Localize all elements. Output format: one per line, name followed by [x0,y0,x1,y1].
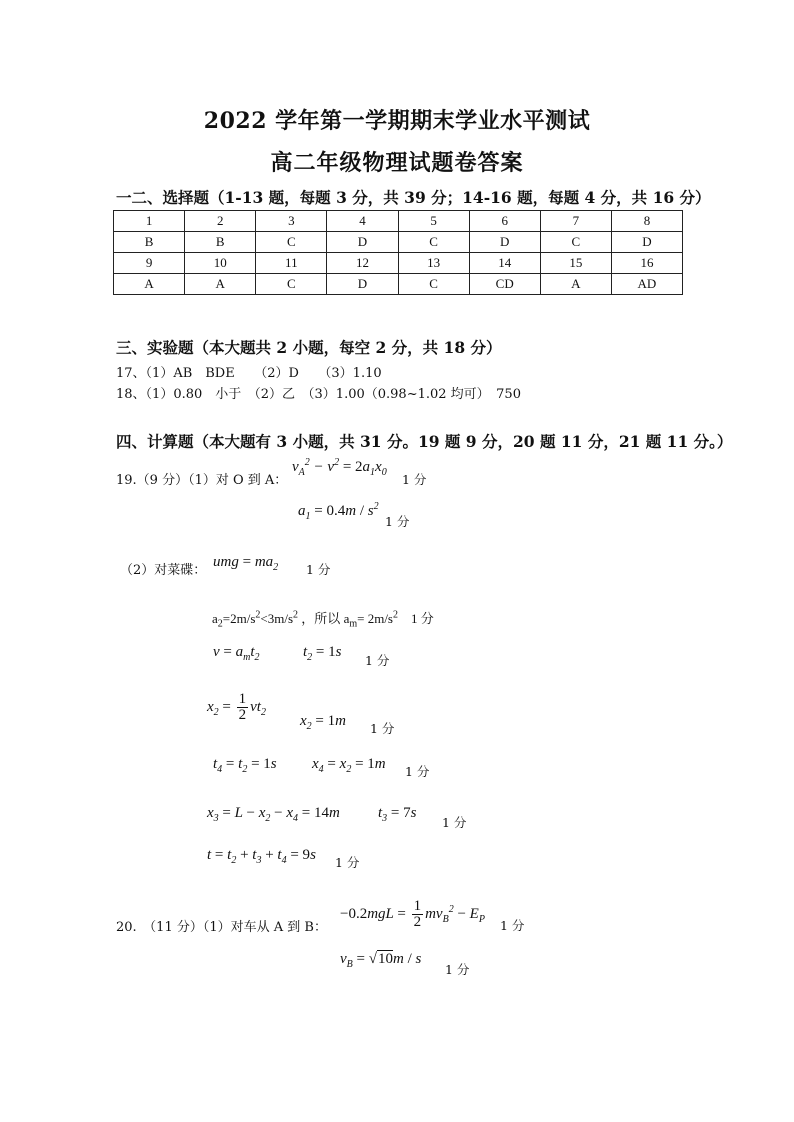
q19-eq6: $x_2$ = $\frac{1}{2}$ $vt_2$ [207,691,266,723]
answer-table-cell: 9 [114,253,185,274]
answer-table-cell: C [540,232,611,253]
q17-answer: 17、（1）AB BDE （2）D （3）1.10 [116,366,382,381]
page-title: 2022 学年第一学期期末学业水平测试 [203,108,591,134]
answer-table-cell: 7 [540,211,611,232]
q19-eq9: $t = t_2 + t_3 + t_4 = 9s$ [207,847,316,866]
answer-table-cell: 15 [540,253,611,274]
q19-eq2: $a_1 = 0.4m / s^2$ [298,501,379,522]
answer-table-cell: 4 [327,211,398,232]
answer-table-cell: C [398,274,469,295]
answer-table-cell: 12 [327,253,398,274]
choice-section-heading: 一二、选择题（1-13 题，每题 3 分，共 39 分；14-16 题，每题 4 分，共 16 分） [116,188,711,207]
answer-table-row [114,274,683,295]
answer-table-cell: 16 [611,253,682,274]
answer-table-row [114,232,683,253]
answer-table-row [114,253,683,274]
answer-table-cell: D [327,274,398,295]
q19-score-6: 1 分 [370,721,395,736]
q19-eq3: umg = $ma_2$ [213,554,279,573]
answer-table-cell: C [398,232,469,253]
q19-eq8: $x_3 = L - x_2 - x_4 = 14m$ [207,805,340,824]
answer-table-cell: B [185,232,256,253]
answer-table-cell: 13 [398,253,469,274]
answer-table-row [114,211,683,232]
q19-score-7: 1 分 [405,764,430,779]
page-subtitle: 高二年级物理试题卷答案 [270,150,524,176]
q19-score-2: 1 分 [385,514,410,529]
answer-table-cell: 5 [398,211,469,232]
calc-section-heading: 四、计算题（本大题有 3 小题，共 31 分。19 题 9 分，20 题 11 分，21 题 11 分。） [116,432,733,451]
q19-score-1: 1 分 [402,472,427,487]
answer-table-cell: A [185,274,256,295]
answer-table-cell: A [540,274,611,295]
answer-table-cell: D [469,232,540,253]
q19-score-4: 1 分 [411,611,434,626]
answer-table-cell: CD [469,274,540,295]
q19-a2-suo-yi: 所以 [314,611,341,626]
q19-part2-intro: （2）对菜碟： [120,563,207,578]
answer-table [113,210,683,295]
answer-table-cell: B [114,232,185,253]
answer-table-cell: 11 [256,253,327,274]
q20-eq2: $v_B = √10m / s$ [340,951,422,970]
q19-score-8: 1 分 [442,815,467,830]
answer-table-cell: D [611,232,682,253]
answer-table-cell: 10 [185,253,256,274]
answer-table-cell: 2 [185,211,256,232]
q19-eq1: $v_A^2 - v^2 = 2a_1x_0$ [292,457,387,478]
q19-eq7b: $x_4 = x_2 = 1m$ [312,756,386,775]
experiment-section-heading: 三、实验题（本大题共 2 小题，每空 2 分，共 18 分） [116,338,502,357]
q19-eq6b: $x_2 = 1m$ [300,713,346,732]
answer-table-cell: 8 [611,211,682,232]
q19-intro: 19.（9 分）（1）对 O 到 A： [116,473,288,488]
q20-score-2: 1 分 [445,962,470,977]
answer-table-cell: C [256,232,327,253]
answer-table-cell: 6 [469,211,540,232]
answer-table-cell: 3 [256,211,327,232]
q19-eq7: $t_4 = t_2 = 1s$ [213,756,277,775]
answer-table-cell: 1 [114,211,185,232]
q18-answer: 18、（1）0.80 小于 （2）乙 （3）1.00（0.98~1.02 均可） 750 [116,387,521,402]
answer-table-cell: AD [611,274,682,295]
q19-a2-line: $a_2=2m/s^2<3m/s^2$ ，所以 $a_m= 2m/s^2$ 1 分 [212,609,434,630]
q19-eq8b: $t_3 = 7s$ [378,805,417,824]
q19-score-3: 1 分 [306,562,331,577]
q19-score-9: 1 分 [335,855,360,870]
answer-table-cell: C [256,274,327,295]
answer-table-cell: D [327,232,398,253]
answer-table-cell: A [114,274,185,295]
answer-table-cell: 14 [469,253,540,274]
q19-score-5: 1 分 [365,653,390,668]
q20-eq1: −0.2mgL = $\frac{1}{2}$ $mv_B^2 - E_P$ [340,898,485,930]
q20-score-1: 1 分 [500,918,525,933]
q20-intro: 20. （11 分）（1）对车从 A 到 B： [116,920,327,935]
q19-eq5: $v = a_mt_2$ [213,644,260,663]
q19-eq5b: $t_2 = 1s$ [303,644,342,663]
